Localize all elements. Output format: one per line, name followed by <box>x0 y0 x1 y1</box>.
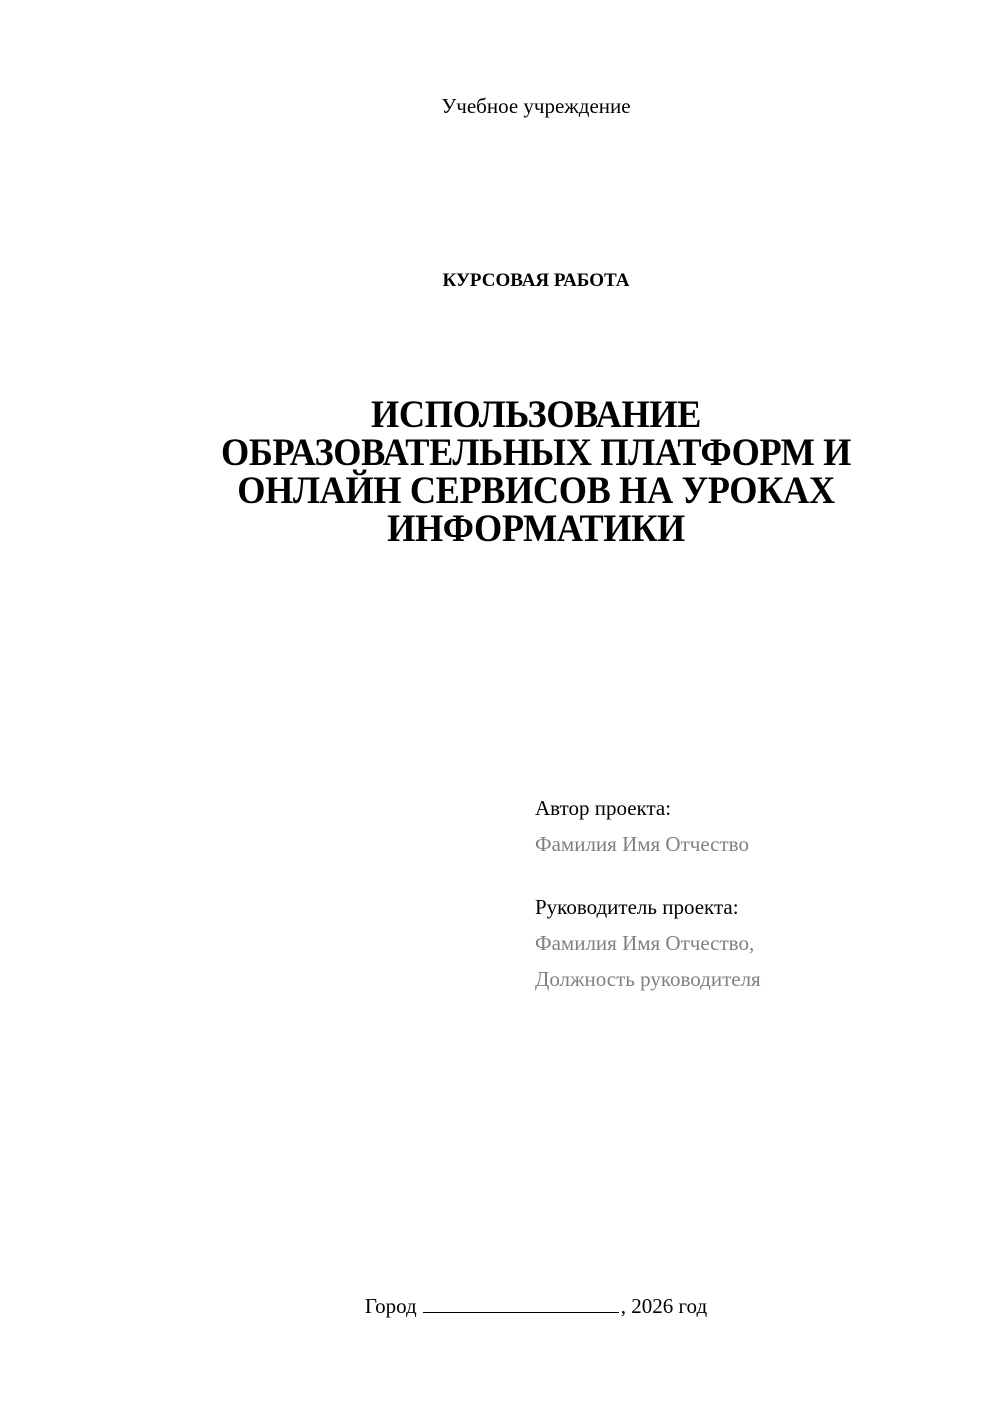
author-group <box>535 790 975 862</box>
title-line: ОБРАЗОВАТЕЛЬНЫХ ПЛАТФОРМ И <box>220 431 852 474</box>
city-blank-line <box>423 1290 619 1313</box>
city-label: Город <box>364 1294 417 1318</box>
supervisor-name: Фамилия Имя Отчество, <box>535 931 755 955</box>
title-line: ИНФОРМАТИКИ <box>387 507 685 550</box>
supervisor-group <box>535 889 975 997</box>
author-name: Фамилия Имя Отчество <box>535 832 749 856</box>
supervisor-label: Руководитель проекта: <box>535 895 739 919</box>
title-line: ОНЛАЙН СЕРВИСОВ НА УРОКАХ <box>237 469 835 512</box>
institution-name: Учебное учреждение <box>441 94 631 118</box>
work-type-heading: КУРСОВАЯ РАБОТА <box>442 270 630 291</box>
year-text: , 2026 год <box>620 1294 708 1318</box>
document-title <box>177 393 895 550</box>
footer-city-year <box>0 1290 1000 1321</box>
credits-block <box>535 790 975 997</box>
author-label: Автор проекта: <box>535 796 672 820</box>
supervisor-position: Должность руководителя <box>535 967 761 991</box>
title-line: ИСПОЛЬЗОВАНИЕ <box>371 393 701 436</box>
